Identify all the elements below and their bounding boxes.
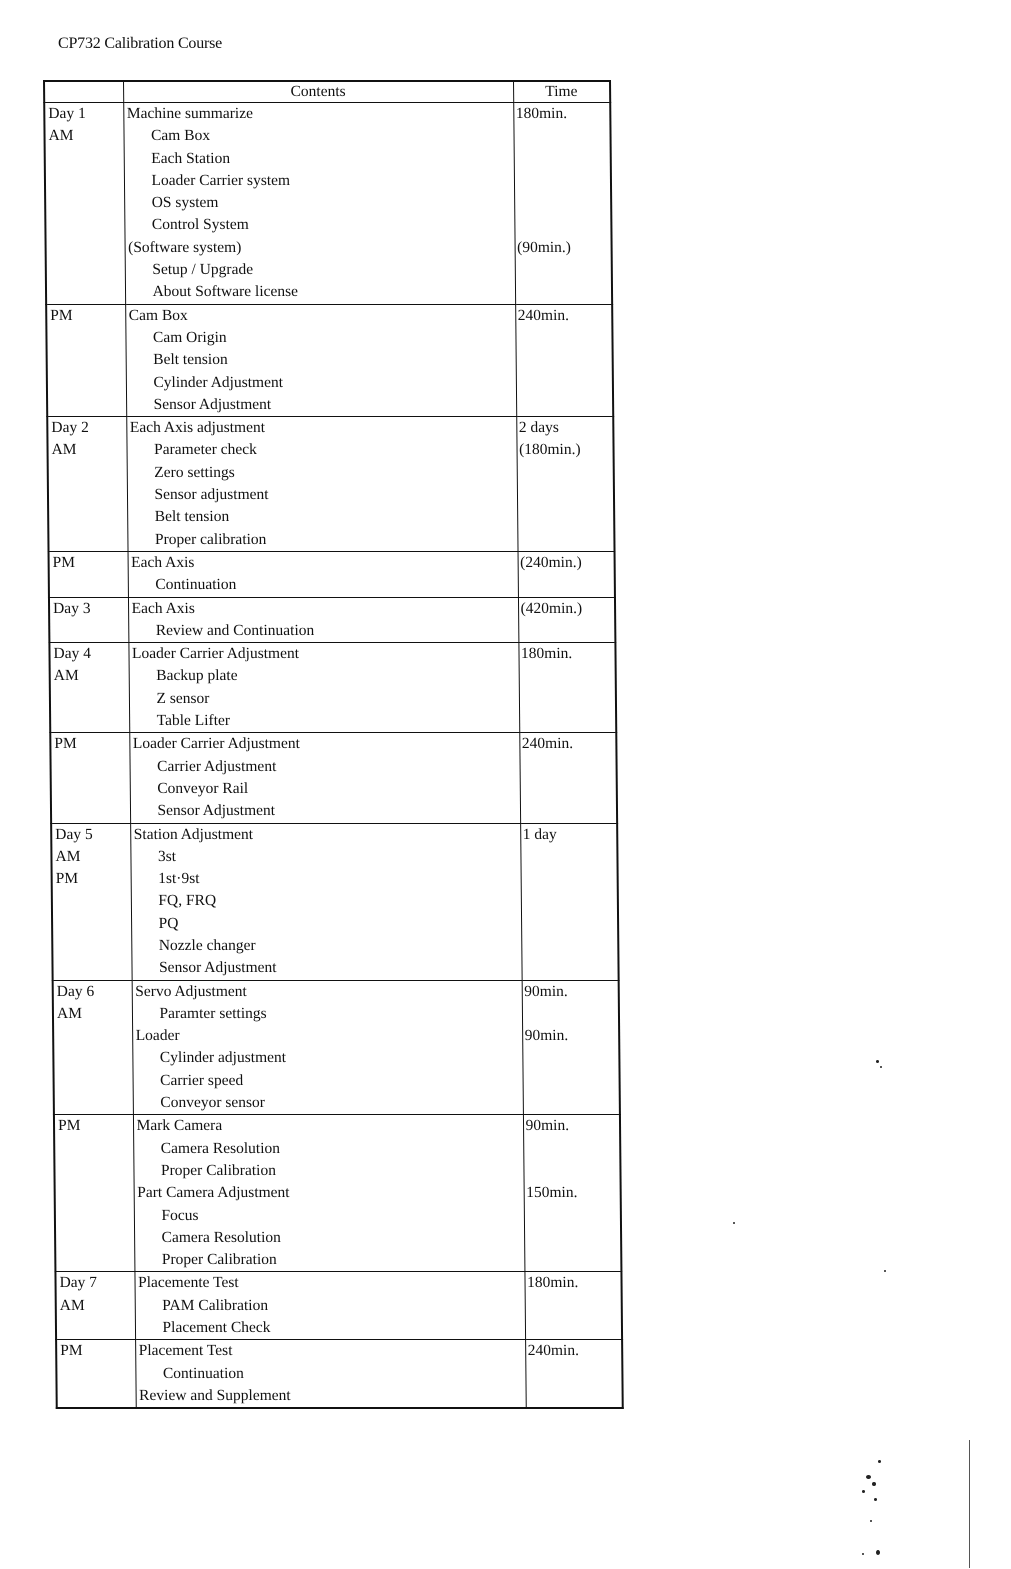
day-label: PM [57, 1117, 81, 1135]
content-subitem: Review and Continuation [155, 621, 315, 639]
day-label: AM [59, 1296, 85, 1314]
content-subitem: Sensor Adjustment [153, 395, 272, 413]
content-subitem: Control System [151, 216, 249, 234]
scan-speck [872, 1482, 876, 1486]
time-value: 90min. [525, 1117, 570, 1135]
contents-cell [130, 823, 522, 980]
day-label: Day 4 [53, 645, 92, 663]
header-time: Time [513, 81, 610, 103]
contents-cell [132, 980, 523, 1115]
time-value: 1 day [522, 825, 557, 843]
time-value: 240min. [517, 306, 570, 324]
content-subitem: Table Lifter [156, 712, 231, 730]
content-subitem: Z sensor [156, 689, 210, 707]
content-subitem: PAM Calibration [162, 1296, 269, 1314]
time-value: (420min.) [520, 599, 583, 617]
time-value [519, 688, 615, 710]
contents-cell [128, 551, 518, 597]
content-subitem: Belt tension [153, 351, 228, 369]
content-subitem: Conveyor sensor [160, 1094, 266, 1112]
time-value [522, 957, 618, 979]
table-header-row [44, 81, 610, 103]
content-subitem: PQ [158, 914, 179, 932]
content-subitem: Continuation [155, 576, 237, 594]
time-cell [525, 1340, 623, 1408]
time-value [517, 394, 613, 416]
day-label: PM [55, 870, 79, 888]
day-cell [49, 643, 129, 733]
content-subitem: Conveyor Rail [157, 779, 249, 797]
time-value [522, 935, 618, 957]
schedule-block [49, 643, 616, 733]
time-cell [518, 597, 615, 643]
time-cell [513, 103, 612, 305]
content-subitem: Belt tension [154, 508, 230, 526]
content-topic: Part Camera Adjustment [137, 1184, 290, 1202]
time-value [521, 846, 617, 868]
schedule-block [54, 1115, 622, 1272]
day-label: PM [52, 553, 76, 571]
time-value [519, 665, 615, 687]
contents-cell [129, 733, 520, 823]
time-cell [515, 304, 613, 416]
contents-cell [133, 1115, 525, 1272]
content-topic: Servo Adjustment [135, 982, 247, 1000]
time-value [523, 1092, 619, 1114]
content-subitem: Paramter settings [159, 1004, 267, 1022]
content-topic: Review and Supplement [139, 1386, 291, 1404]
content-subitem: Focus [161, 1206, 199, 1224]
time-cell [516, 417, 614, 552]
day-cell [44, 103, 125, 305]
scan-speck [876, 1550, 880, 1555]
content-subitem: Cam Origin [152, 328, 227, 346]
schedule-block [44, 103, 612, 305]
time-value [515, 192, 611, 214]
day-cell [56, 1340, 136, 1408]
time-value [515, 281, 611, 303]
content-subitem: Cylinder adjustment [159, 1049, 287, 1067]
time-value: 180min. [515, 105, 568, 122]
day-cell [55, 1272, 135, 1340]
time-value [520, 756, 616, 778]
time-value: 150min. [526, 1184, 578, 1202]
time-cell [518, 643, 616, 733]
contents-cell [125, 304, 516, 416]
contents-cell [128, 643, 519, 733]
time-value [516, 327, 612, 349]
day-label: Day 1 [48, 105, 86, 122]
scan-speck [866, 1475, 871, 1479]
time-value [516, 349, 612, 371]
time-value: 180min. [526, 1274, 579, 1292]
day-cell [54, 1115, 135, 1272]
content-subitem: Proper Calibration [160, 1161, 276, 1179]
time-value [519, 620, 615, 642]
content-subitem: Cam Box [150, 127, 211, 145]
time-value [520, 800, 616, 822]
content-subitem: OS system [151, 194, 219, 212]
content-topic: Loader Carrier Adjustment [131, 645, 300, 663]
time-value [524, 1160, 620, 1182]
time-value [516, 372, 612, 394]
schedule-block [55, 1272, 622, 1340]
content-topic: Loader Carrier Adjustment [132, 735, 300, 753]
content-subitem: Loader Carrier system [151, 171, 291, 189]
day-label: PM [50, 306, 73, 324]
time-cell [524, 1272, 622, 1340]
content-subitem: Sensor Adjustment [157, 802, 276, 820]
time-value [518, 506, 614, 528]
content-subitem: Setup / Upgrade [152, 261, 254, 279]
time-value: 240min. [521, 735, 574, 753]
schedule-block [51, 823, 619, 980]
day-label: PM [54, 735, 77, 753]
scan-edge-line [969, 1440, 970, 1568]
header-contents: Contents [123, 81, 513, 103]
content-subitem: Camera Resolution [161, 1228, 281, 1246]
time-value [525, 1227, 621, 1249]
day-label: Day 6 [56, 982, 95, 1000]
time-value [518, 529, 614, 551]
time-value [514, 170, 610, 192]
schedule-block [50, 733, 617, 823]
schedule-body [44, 103, 623, 1409]
time-value: (90min.) [517, 238, 571, 256]
schedule-block [46, 304, 613, 416]
content-subitem: Camera Resolution [160, 1139, 281, 1157]
scan-speck [862, 1490, 865, 1493]
time-value [525, 1249, 621, 1271]
content-subitem: 3st [157, 847, 177, 865]
contents-cell [126, 417, 517, 552]
day-cell [50, 733, 130, 823]
day-cell [53, 980, 133, 1115]
content-subitem: Carrier Adjustment [157, 757, 277, 775]
day-label: Day 2 [51, 419, 89, 437]
scan-speck [733, 1222, 735, 1224]
time-value: (240min.) [520, 553, 582, 571]
content-subitem: Sensor adjustment [154, 486, 269, 504]
time-value [523, 1047, 619, 1069]
day-label: Day 7 [59, 1274, 98, 1292]
content-subitem: Parameter check [153, 441, 257, 459]
time-value [526, 1385, 622, 1407]
time-cell [523, 1115, 622, 1272]
content-subitem: Backup plate [156, 667, 238, 685]
time-value [522, 1003, 618, 1025]
scan-speck [870, 1520, 872, 1522]
content-subitem: Nozzle changer [158, 936, 256, 954]
day-label: AM [56, 1004, 83, 1022]
time-value [525, 1317, 621, 1339]
content-topic: Loader [135, 1027, 180, 1045]
time-value [525, 1295, 621, 1317]
day-cell [46, 304, 126, 416]
day-label: AM [48, 127, 74, 145]
time-value [521, 868, 617, 890]
time-value [517, 484, 613, 506]
day-cell [49, 551, 128, 597]
content-subitem: Sensor Adjustment [158, 959, 277, 977]
scan-speck [884, 1270, 886, 1272]
time-value [517, 462, 613, 484]
day-label: Day 3 [52, 599, 91, 617]
schedule-block [49, 597, 615, 643]
content-subitem: About Software license [152, 283, 299, 301]
content-topic: Placement Test [138, 1342, 233, 1360]
day-cell [49, 597, 128, 643]
day-label: AM [53, 667, 79, 685]
time-value [520, 710, 616, 732]
time-value [515, 214, 611, 236]
time-cell [519, 733, 617, 823]
content-subitem: Each Station [151, 149, 231, 167]
time-value [514, 125, 610, 147]
time-value [521, 890, 617, 912]
scan-speck [862, 1553, 864, 1555]
time-cell [522, 980, 620, 1115]
day-label: AM [55, 847, 81, 865]
day-cell [47, 417, 127, 552]
time-value: 90min. [524, 982, 568, 1000]
content-subitem: Cylinder Adjustment [153, 373, 284, 391]
header-day [44, 81, 123, 103]
content-subitem: Continuation [162, 1364, 244, 1382]
content-topic: (Software system) [128, 238, 242, 256]
time-value: 90min. [524, 1027, 569, 1045]
schedule-block [49, 551, 615, 597]
time-value [526, 1363, 622, 1385]
day-cell [51, 823, 132, 980]
document-title: CP732 Calibration Course [58, 35, 223, 52]
content-subitem: 1st·9st [158, 870, 200, 888]
content-topic: Mark Camera [136, 1117, 223, 1135]
contents-cell [128, 597, 518, 643]
time-value: 180min. [520, 645, 573, 663]
content-topic: Each Axis adjustment [129, 419, 266, 437]
contents-cell [135, 1340, 526, 1408]
content-topic: Machine summarize [126, 105, 254, 122]
schedule-block [56, 1340, 623, 1408]
content-subitem: Carrier speed [160, 1071, 244, 1089]
scan-speck [878, 1460, 881, 1463]
content-subitem: Proper Calibration [161, 1251, 277, 1269]
time-value [524, 1205, 620, 1227]
time-value [515, 259, 611, 281]
time-cell [518, 551, 615, 597]
time-value [514, 148, 610, 170]
content-topic: Each Axis [131, 553, 195, 571]
time-value [521, 913, 617, 935]
course-schedule-table [43, 80, 624, 1409]
content-topic: Placemente Test [137, 1274, 239, 1292]
scan-speck [876, 1060, 879, 1063]
time-value: (180min.) [518, 441, 581, 459]
time-value: 2 days [518, 419, 559, 437]
time-value [520, 778, 616, 800]
time-value: 240min. [527, 1342, 580, 1360]
content-subitem: Zero settings [154, 463, 235, 481]
scan-speck [874, 1498, 877, 1501]
scan-speck [880, 1066, 882, 1068]
content-subitem: FQ, FRQ [158, 892, 217, 910]
day-label: PM [60, 1342, 83, 1360]
time-cell [520, 823, 619, 980]
day-label: Day 5 [55, 825, 93, 843]
contents-cell [134, 1272, 525, 1340]
day-label: AM [51, 441, 77, 459]
content-topic: Cam Box [128, 306, 188, 324]
time-value [524, 1138, 620, 1160]
contents-cell [123, 103, 515, 305]
time-value [523, 1070, 619, 1092]
schedule-block [47, 417, 614, 552]
schedule-block [53, 980, 620, 1115]
content-subitem: Placement Check [162, 1319, 271, 1337]
time-value [518, 574, 614, 596]
content-subitem: Proper calibration [154, 530, 267, 548]
content-topic: Station Adjustment [133, 825, 254, 843]
content-topic: Each Axis [131, 599, 195, 617]
